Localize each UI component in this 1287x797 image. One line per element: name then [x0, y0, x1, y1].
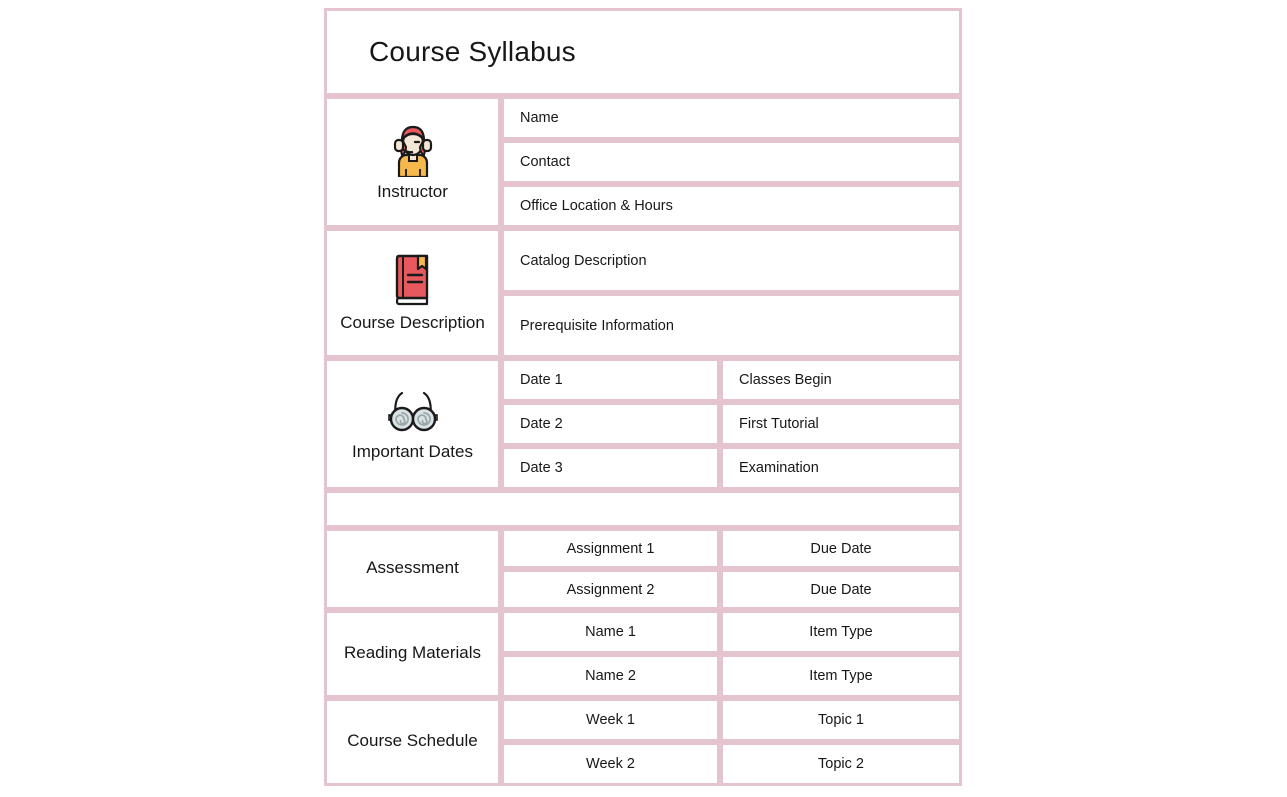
- reading-type-2-cell: Item Type: [720, 654, 962, 698]
- date-2-event-cell: First Tutorial: [720, 402, 962, 446]
- page-title-cell: [324, 8, 962, 96]
- section-label: Important Dates: [352, 442, 473, 462]
- prerequisite-information-cell: Prerequisite Information: [501, 293, 962, 358]
- topic-2-cell: Topic 2: [720, 742, 962, 786]
- week-2-cell: Week 2: [501, 742, 720, 786]
- table-row: [324, 698, 962, 742]
- section-assessment: [324, 528, 501, 610]
- topic-1-cell: Topic 1: [720, 698, 962, 742]
- reading-type-1-cell: Item Type: [720, 610, 962, 654]
- assignment-1-cell: Assignment 1: [501, 528, 720, 569]
- section-important-dates: [324, 358, 501, 490]
- assignment-1-due-cell: Due Date: [720, 528, 962, 569]
- week-1-cell: Week 1: [501, 698, 720, 742]
- section-label: Assessment: [366, 558, 459, 578]
- title-row: [324, 8, 962, 96]
- section-label: Reading Materials: [343, 643, 481, 663]
- catalog-description-cell: Catalog Description: [501, 228, 962, 293]
- section-course-schedule: [324, 698, 501, 786]
- assignment-2-due-cell: Due Date: [720, 569, 962, 610]
- table-row: [324, 228, 962, 293]
- section-instructor: [324, 96, 501, 228]
- section-label: Course Description: [340, 313, 485, 333]
- date-3-event-cell: Examination: [720, 446, 962, 490]
- closed-book-icon: [390, 250, 436, 308]
- round-glasses-icon: [383, 383, 443, 437]
- page-title: Course Syllabus: [369, 35, 576, 67]
- table-row: [324, 610, 962, 654]
- spacer-row-cell: [324, 490, 962, 528]
- section-reading-materials: [324, 610, 501, 698]
- reading-name-2-cell: Name 2: [501, 654, 720, 698]
- headset-person-icon: [389, 119, 437, 177]
- instructor-contact-cell: Contact: [501, 140, 962, 184]
- table-row: [324, 528, 962, 569]
- date-3-cell: Date 3: [501, 446, 720, 490]
- table-row: [324, 490, 962, 528]
- section-course-description: [324, 228, 501, 358]
- assignment-2-cell: Assignment 2: [501, 569, 720, 610]
- instructor-office-cell: Office Location & Hours: [501, 184, 962, 228]
- table-row: [324, 358, 962, 402]
- date-2-cell: Date 2: [501, 402, 720, 446]
- instructor-name-cell: Name: [501, 96, 962, 140]
- date-1-event-cell: Classes Begin: [720, 358, 962, 402]
- reading-name-1-cell: Name 1: [501, 610, 720, 654]
- section-label: Course Schedule: [347, 731, 478, 751]
- table-row: [324, 96, 962, 140]
- section-label: Instructor: [377, 182, 448, 202]
- course-syllabus-table: [324, 8, 962, 786]
- date-1-cell: Date 1: [501, 358, 720, 402]
